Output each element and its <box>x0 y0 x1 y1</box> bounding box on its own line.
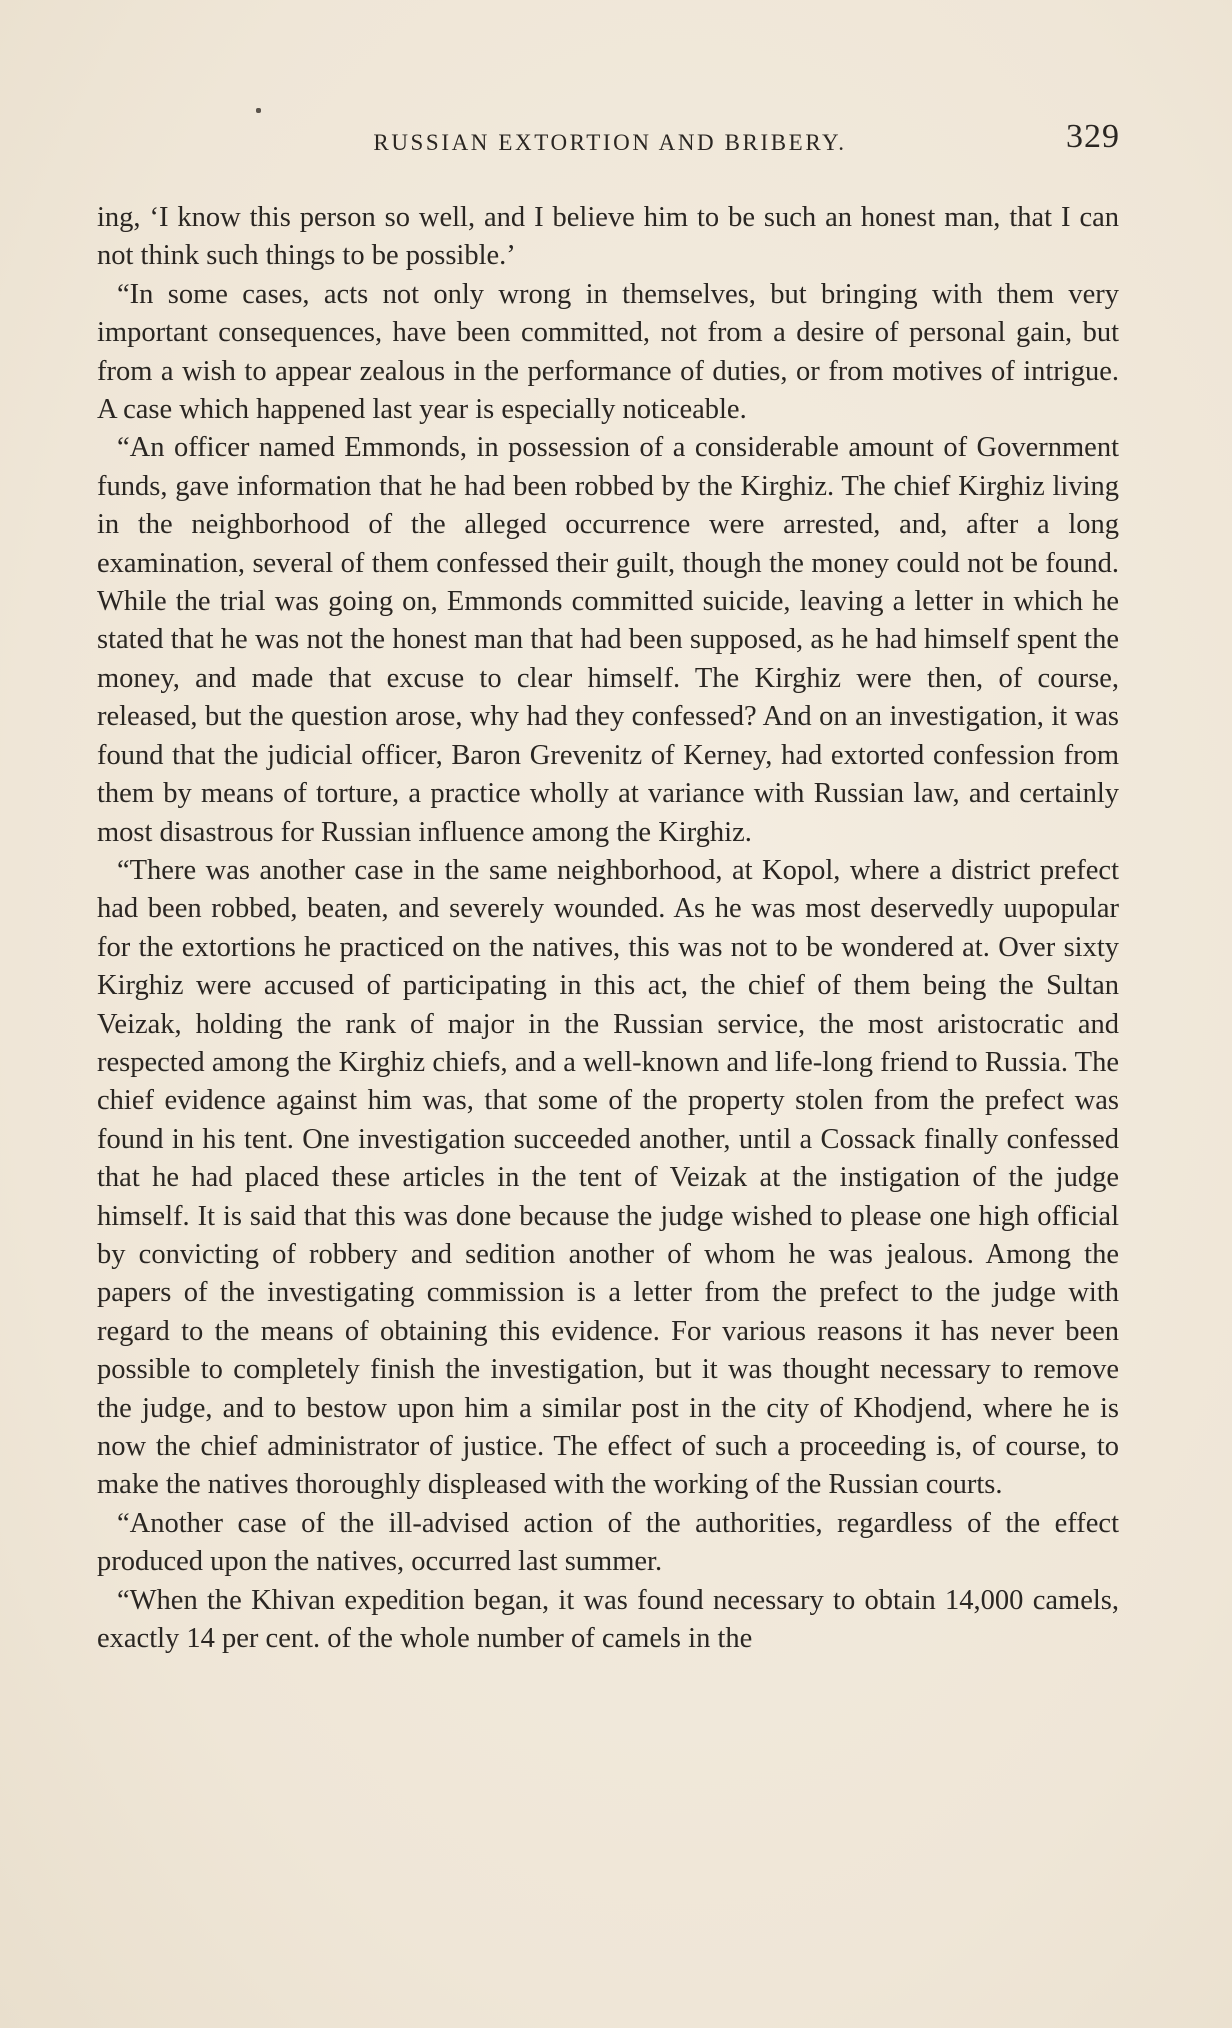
paragraph: “There was another case in the same neighborhood, at Kopol, where a district prefect had been robbed, beaten, and severely wounded. As he was most deservedly uupopular for the extortions he practiced on the natives, this was not to be wondered at. Over sixty Kirghiz were accused of participating in this act, the chief of them being the Sultan Veizak, holding the rank of major in the Russian service, the most aristocratic and respected among the Kirghiz chiefs, and a well-known and life-long friend to Russia. The chief evidence against him was, that some of the property stolen from the prefect was found in his tent. One investigation succeeded another, until a Cossack finally confessed that he had placed these articles in the tent of Veizak at the instigation of the judge himself. It is said that this was done because the judge wished to please one high official by convicting of robbery and sedition another of whom he was jealous. Among the papers of the investigating commission is a letter from the prefect to the judge with regard to the means of obtaining this evidence. For various reasons it has never been possible to completely finish the investigation, but it was thought necessary to remove the judge, and to bestow upon him a similar post in the city of Khodjend, where he is now the chief administrator of justice. The effect of such a proceeding is, of course, to make the natives thoroughly displeased with the working of the Russian courts. <box>97 854 1119 1501</box>
print-speck <box>256 108 261 113</box>
paragraph: “An officer named Emmonds, in possession of a considerable amount of Government funds, gave information that he had been robbed by the Kirghiz. The chief Kirghiz living in the neighborhood of the alleged occurrence were arrested, and, after a long examination, several of them confessed their guilt, though the money could not be found. While the trial was going on, Emmonds committed suicide, leaving a letter in which he stated that he was not the honest man that had been supposed, as he had himself spent the money, and made that excuse to clear himself. The Kirghiz were then, of course, released, but the question arose, why had they confessed? And on an investigation, it was found that the judicial officer, Baron Grevenitz of Kerney, had extorted confession from them by means of torture, a practice wholly at variance with Russian law, and certainly most disastrous for Russian influence among the Kirghiz. <box>97 432 1119 848</box>
body-text <box>97 199 1119 1658</box>
paragraph: “In some cases, acts not only wrong in themselves, but bringing with them very important consequences, have been committed, not from a desire of personal gain, but from a wish to appear zealous in the performance of duties, or from motives of intrigue. A case which happened last year is especially noticeable. <box>97 278 1119 426</box>
running-head: RUSSIAN EXTORTION AND BRIBERY. <box>373 130 847 155</box>
paragraph: “Another case of the ill-advised action of the authorities, regardless of the effect produced upon the natives, occurred last summer. <box>97 1507 1119 1578</box>
paragraph-continuation: ing, ‘I know this person so well, and I believe him to be such an honest man, that I can not think such things to be possible.’ <box>97 202 1119 272</box>
paragraph: “When the Khivan expedition began, it was found necessary to obtain 14,000 camels, exactly 14 per cent. of the whole number of camels in the <box>97 1584 1119 1655</box>
page-number: 329 <box>1066 118 1120 155</box>
